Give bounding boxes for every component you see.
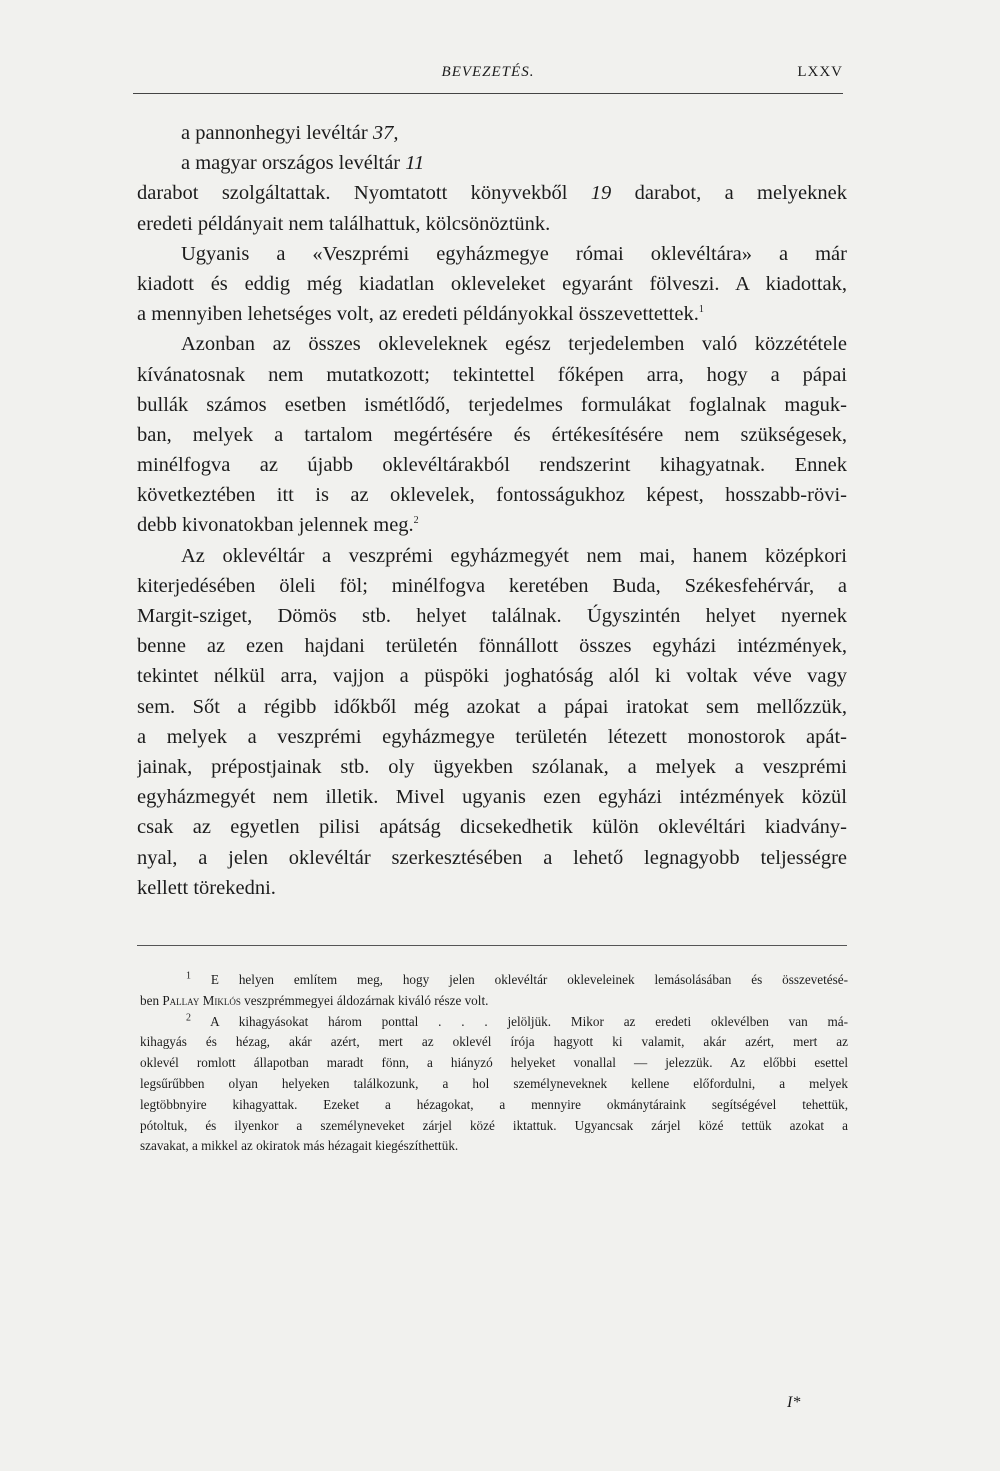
text-line: jainak, prépostjainak stb. oly ügyekben szólanak, a melyek a veszprémi — [137, 755, 847, 778]
footnote-line: kihagyás és hézag, akár azért, mert az oklevél írója hagyott ki valamit, akár azért, mert az — [140, 1034, 848, 1050]
footnote-ref: 2 — [413, 515, 419, 527]
page-number: LXXV — [797, 64, 843, 80]
text-line: bullák számos esetben ismétlődő, terjedelmes formulákat foglalnak maguk- — [137, 393, 847, 416]
footnote-line: pótoltuk, és ilyenkor a személyneveket zárjel közé iktattuk. Ugyancsak zárjel közé tettük azokat a — [140, 1117, 848, 1133]
text-line: kellett törekedni. — [137, 876, 276, 899]
text-line: ban, melyek a tartalom megértésére és értékesítésére nem szükségesek, — [137, 423, 847, 446]
footnote-line: legtöbbnyire kihagyattak. Ezeket a hézagokat, a mennyire okmánytáraink segítségével tehettük, — [140, 1096, 848, 1112]
running-title: BEVEZETÉS. — [441, 64, 535, 80]
text-line: nyal, a jelen oklevéltár szerkesztésében a lehető legnagyobb teljességre — [137, 846, 847, 869]
footnote-rule — [137, 945, 847, 946]
footnote-mark: 1 — [186, 970, 191, 982]
running-head — [133, 64, 843, 86]
text-line: darabot szolgáltattak. Nyomtatott könyvekből 19 darabot, a melyeknek — [137, 182, 847, 205]
text-line: egyházmegyét nem illetik. Mivel ugyanis ezen egyházi intézmények közül — [137, 786, 847, 809]
text-line: kívánatosnak nem mutatkozott; tekintettel főképen arra, hogy a pápai — [137, 363, 847, 386]
text-line: a magyar országos levéltár 11 — [181, 152, 425, 175]
main-text — [137, 118, 847, 903]
text-line: eredeti példányait nem találhattuk, kölcsönöztünk. — [137, 212, 551, 235]
footnote-line: $^2$ A kihagyásokat három ponttal . . . jelöljük. Mikor az eredeti oklevélben van má- — [186, 1012, 848, 1029]
text-line: kiadott és eddig még kiadatlan okleveleket egyaránt fölveszi. A kiadottak, — [137, 272, 847, 295]
footnote-line: $^1$ E helyen említem meg, hogy jelen oklevéltár okleveleinek lemásolásában és összevetésé- — [186, 970, 848, 987]
text-line: a mennyiben lehetséges volt, az eredeti példányokkal összevettettek.$^1$ — [137, 303, 704, 326]
signature-mark: I* — [787, 1394, 801, 1411]
text-line: Az oklevéltár a veszprémi egyházmegyét nem mai, hanem középkori — [181, 544, 847, 567]
footnote-line: szavakat, a mikkel az okiratok más hézagait kiegészíthettük. — [140, 1138, 459, 1154]
footnotes — [140, 970, 848, 1157]
text-line: benne az ezen hajdani területén fönnállott összes egyházi intézmények, — [137, 635, 847, 658]
text-line: Ugyanis a «Veszprémi egyházmegye római oklevéltára» a már — [181, 242, 847, 265]
text-line: a melyek a veszprémi egyházmegye területén létezett monostorok apát- — [137, 725, 847, 748]
text-line: következtében itt is az oklevelek, fontosságukhoz képest, hosszabb-rövi- — [137, 484, 847, 507]
footnote-ref: 1 — [698, 304, 704, 316]
footnote-mark: 2 — [186, 1012, 191, 1024]
text-line: tekintet nélkül arra, vajjon a püspöki joghatóság alól ki voltak véve vagy — [137, 665, 847, 688]
text-line: a pannonhegyi levéltár 37, — [181, 122, 399, 144]
text-line: kiterjedésében öleli föl; minélfogva keretében Buda, Székesfehérvár, a — [137, 574, 847, 597]
text-line: debb kivonatokban jelennek meg.$^2$ — [137, 514, 419, 537]
footnote-line: legsűrűbben olyan helyeken találkozunk, a hol személyneveknek kellene előfordulni, a melyek — [140, 1075, 848, 1091]
text-line: Azonban az összes okleveleknek egész terjedelemben való közzététele — [181, 333, 847, 356]
person-name: Pallay Miklós — [162, 992, 241, 1008]
text-line: csak az egyetlen pilisi apátság dicsekedhetik külön oklevéltári kiadvány- — [137, 816, 847, 839]
text-line: Margit-sziget, Dömös stb. helyet találnak. Úgyszintén helyet nyernek — [137, 605, 847, 627]
footnote-line: oklevél romlott állapotban maradt fönn, a hiányzó helyeket vonallal — jelezzük. Az előbbi esettel — [140, 1055, 848, 1071]
footnote-line: ben Pallay Miklós veszprémmegyei áldozárnak kiváló része volt. — [140, 992, 489, 1008]
text-line: minélfogva az újabb oklevéltárakból rendszerint kihagyatnak. Ennek — [137, 454, 847, 477]
text-line: sem. Sőt a régibb időkből még azokat a pápai iratokat sem mellőzzük, — [137, 695, 847, 718]
header-rule — [133, 93, 843, 94]
